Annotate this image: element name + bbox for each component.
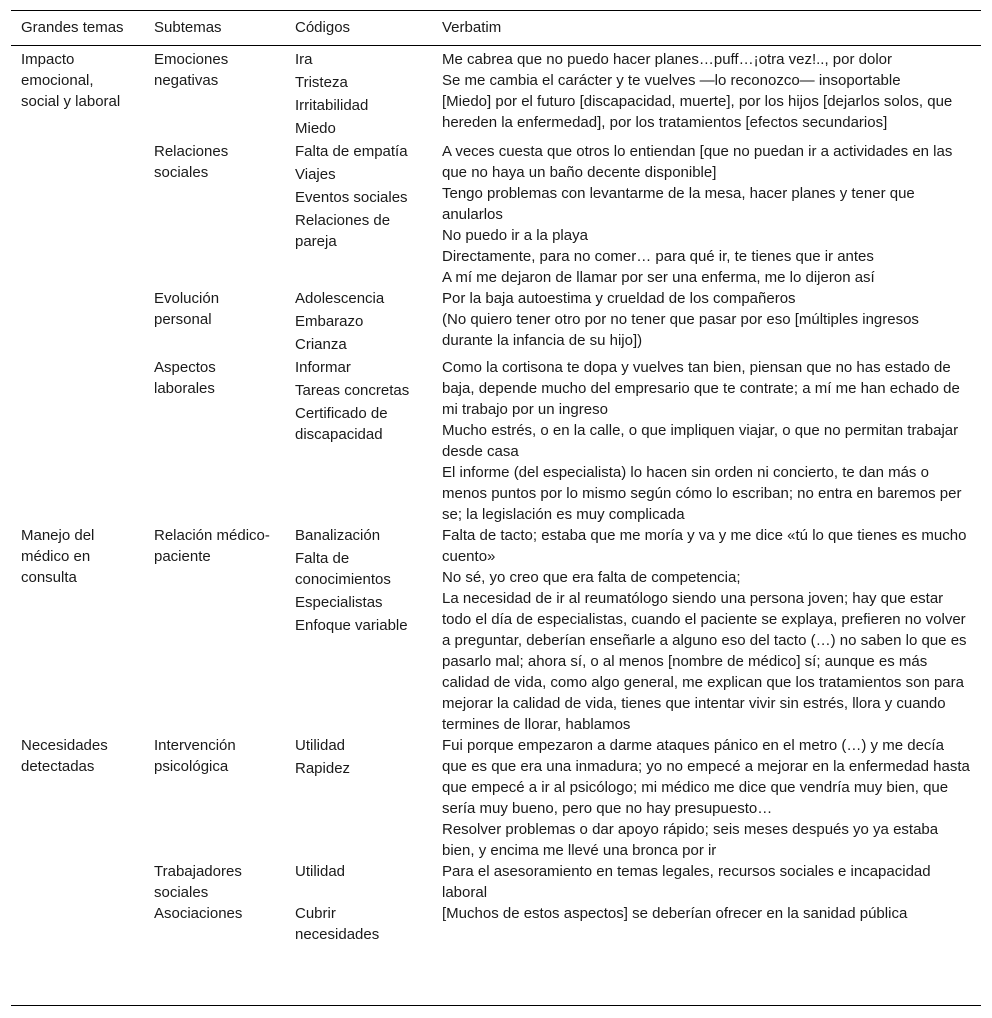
cell-subtema: Emociones negativas [154, 51, 229, 89]
codigo-item: Embarazo [295, 313, 364, 330]
verbatim-quote: No sé, yo creo que era falta de competencia; [442, 569, 741, 586]
codigo-item: Rapidez [295, 760, 351, 777]
cell-verbatim [432, 525, 981, 735]
codigo-item: Crianza [295, 336, 347, 353]
verbatim-quote: (No quiero tener otro por no tener que pasar por eso [múltiples ingresos durante la infancia de su hijo]) [442, 311, 919, 349]
cell-tema [11, 861, 144, 903]
cell-subtema: Aspectos laborales [154, 359, 216, 397]
codigo-item: Cubrir necesidades [295, 905, 380, 943]
table-row [11, 525, 981, 735]
codigo-item: Tristeza [295, 74, 348, 91]
cell-verbatim [432, 288, 981, 357]
cell-verbatim [432, 357, 981, 525]
cell-subtema: Intervención psicológica [154, 737, 236, 775]
verbatim-quote: Para el asesoramiento en temas legales, recursos sociales e incapacidad laboral [442, 863, 931, 901]
cell-codigos [285, 357, 432, 525]
cell-verbatim [432, 141, 981, 288]
table-row [11, 861, 981, 903]
cell-subtema: Relaciones sociales [154, 143, 229, 181]
codigo-item: Viajes [295, 166, 336, 183]
header-codigos: Códigos [285, 11, 432, 46]
codigo-item: Especialistas [295, 594, 383, 611]
header-subtemas: Subtemas [144, 11, 285, 46]
cell-codigos [285, 141, 432, 288]
codigo-item: Ira [295, 51, 313, 68]
table-row [11, 735, 981, 861]
verbatim-quote: Resolver problemas o dar apoyo rápido; seis meses después yo ya estaba bien, y encima me llevé una bronca por ir [442, 821, 939, 859]
table-row [11, 288, 981, 357]
verbatim-quote: La necesidad de ir al reumatólogo siendo una persona joven; hay que estar todo el día de especialistas, cuando el paciente se explaya, prefieren no volver a preguntar, deberían enseñarle a alguno eso del tacto (…) no saben lo que es pasarlo mal; ahora sí, o al menos [nombre de médico] sí; aunque es más calidad de vida, como algo general, me explican que los tratamientos son para mejorar la calidad de vida, tienes que intentar vivir sin estrés, llora y cuando termines de llorar, hablamos [442, 590, 967, 733]
cell-subtema: Relación médico-paciente [154, 527, 270, 565]
table-page [11, 10, 981, 1006]
cell-codigos [285, 288, 432, 357]
verbatim-quote: A veces cuesta que otros lo entiendan [que no puedan ir a actividades en las que no haya un baño decente disponible] [442, 143, 953, 181]
codigo-item: Relaciones de pareja [295, 212, 391, 250]
verbatim-quote: Mucho estrés, o en la calle, o que impliquen viajar, o que no permitan trabajar desde casa [442, 422, 959, 460]
header-grandes-temas: Grandes temas [11, 11, 144, 46]
themes-table [11, 11, 981, 947]
cell-tema: Necesidades detectadas [21, 737, 108, 775]
cell-tema [11, 141, 144, 288]
cell-codigos [285, 861, 432, 903]
table-body [11, 46, 981, 948]
cell-verbatim [432, 903, 981, 947]
codigo-item: Miedo [295, 120, 336, 137]
codigo-item: Utilidad [295, 863, 346, 880]
verbatim-quote: [Miedo] por el futuro [discapacidad, muerte], por los hijos [dejarlos solos, que hereden la enfermedad], por los tratamientos [efectos secundarios] [442, 93, 953, 131]
table-row [11, 903, 981, 947]
codigo-item: Adolescencia [295, 290, 385, 307]
verbatim-quote: Me cabrea que no puedo hacer planes…puff…¡otra vez!.., por dolor [442, 51, 892, 68]
codigo-item: Falta de conocimientos [295, 550, 391, 588]
cell-tema [11, 903, 144, 947]
cell-verbatim [432, 735, 981, 861]
verbatim-quote: Directamente, para no comer… para qué ir, te tienes que ir antes [442, 248, 874, 265]
codigo-item: Enfoque variable [295, 617, 408, 634]
header-verbatim: Verbatim [432, 11, 981, 46]
table-row [11, 357, 981, 525]
table-row [11, 141, 981, 288]
cell-subtema: Evolución personal [154, 290, 220, 328]
verbatim-quote: Fui porque empezaron a darme ataques pánico en el metro (…) y me decía que es que era una inmadura; yo no empecé a mejorar en la enfermedad hasta que empecé a ir al psicólogo; mi médico me dice que vendría muy bien, que sería muy bueno, pero que no hay presupuesto… [442, 737, 970, 817]
cell-tema: Impacto emocional, social y laboral [21, 51, 121, 110]
verbatim-quote: A mí me dejaron de llamar por ser una enferma, me lo dijeron así [442, 269, 875, 286]
verbatim-quote: Se me cambia el carácter y te vuelves —lo reconozco— insoportable [442, 72, 901, 89]
codigo-item: Informar [295, 359, 351, 376]
cell-subtema: Asociaciones [154, 905, 243, 922]
cell-codigos [285, 525, 432, 735]
codigo-item: Utilidad [295, 737, 346, 754]
bottom-rule [11, 1005, 981, 1006]
header-row [11, 11, 981, 46]
cell-tema [11, 357, 144, 525]
verbatim-quote: [Muchos de estos aspectos] se deberían ofrecer en la sanidad pública [442, 905, 908, 922]
verbatim-quote: El informe (del especialista) lo hacen sin orden ni concierto, te dan más o menos puntos por lo mismo según cómo lo escriban; no entra en baremos per se; la legislación es muy complicada [442, 464, 962, 523]
verbatim-quote: Tengo problemas con levantarme de la mesa, hacer planes y tener que anularlos [442, 185, 915, 223]
verbatim-quote: No puedo ir a la playa [442, 227, 588, 244]
cell-verbatim [432, 46, 981, 142]
cell-subtema: Trabajadores sociales [154, 863, 242, 901]
cell-tema: Manejo del médico en consulta [21, 527, 95, 586]
verbatim-quote: Como la cortisona te dopa y vuelves tan bien, piensan que no has estado de baja, depende mucho del empresario que te contrate; a mí me han echado de mi trabajo por un ingreso [442, 359, 960, 418]
verbatim-quote: Por la baja autoestima y crueldad de los compañeros [442, 290, 796, 307]
codigo-item: Tareas concretas [295, 382, 410, 399]
verbatim-quote: Falta de tacto; estaba que me moría y va y me dice «tú lo que tienes es mucho cuento» [442, 527, 967, 565]
cell-verbatim [432, 861, 981, 903]
codigo-item: Falta de empatía [295, 143, 408, 160]
table-row [11, 46, 981, 142]
codigo-item: Banalización [295, 527, 381, 544]
codigo-item: Irritabilidad [295, 97, 369, 114]
cell-codigos [285, 735, 432, 861]
cell-codigos [285, 46, 432, 142]
codigo-item: Eventos sociales [295, 189, 408, 206]
codigo-item: Certificado de discapacidad [295, 405, 388, 443]
cell-codigos [285, 903, 432, 947]
cell-tema [11, 288, 144, 357]
